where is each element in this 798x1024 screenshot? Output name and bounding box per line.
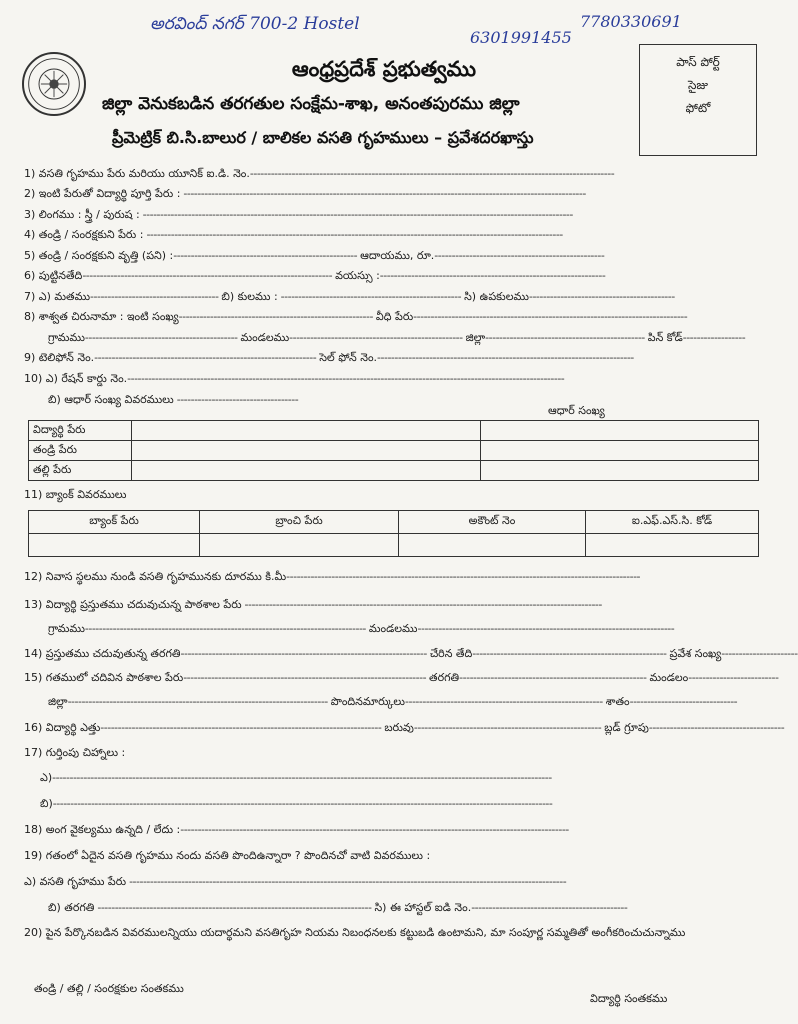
label: 1) వసతి గృహము పేరు మరియు యూనిక్ ఐ.డి. నెం. — [24, 167, 250, 180]
field-current-school[interactable]: 13) విద్యార్థి ప్రస్తుతము చదువుచున్న పాఠశాల పేరు ------------------------------------------------------------------------------------------------------- — [24, 598, 602, 611]
table-row — [29, 461, 759, 481]
label: 5) తండ్రి / సంరక్షకుని వృత్తి (పని) : — [24, 249, 174, 262]
label-mandal: మండలం — [649, 671, 689, 684]
declaration — [24, 925, 758, 941]
table-cell[interactable] — [481, 441, 759, 461]
field-aadhar[interactable]: బి) ఆధార్ సంఖ్య వివరములు ----------------------------------- — [48, 393, 299, 406]
label: గ్రామము — [48, 622, 85, 635]
field-previous-school[interactable]: 15) గతములో చదివిన పాఠశాల పేరు---------------------------------------------------------------------- తరగతి------------------------------------------------------ మండలం-------------------------- — [24, 671, 779, 684]
label: 7) ఎ) మతము — [24, 290, 91, 303]
aadhar-table — [28, 420, 759, 481]
field-hostel-name[interactable]: 1) వసతి గృహము పేరు మరియు యూనిక్ ఐ.డి. నెం.--------------------------------------------------------------------------------------------------------- — [24, 167, 615, 180]
label: బి) — [40, 797, 53, 810]
field-previous-hostel-class[interactable]: బి) తరగతి ------------------------------------------------------------------------------- సి) ఈ హాస్టల్ ఐడి నెం.--------------------------------------------- — [48, 901, 628, 914]
label: గ్రామము — [48, 331, 85, 344]
label-caste: బి) కులము : — [221, 290, 278, 303]
field-disability[interactable]: 18) అంగ వైకల్యము ఉన్నది / లేదు :---------------------------------------------------------------------------------------------------------------- — [24, 823, 569, 836]
label: 16) విద్యార్థి ఎత్తు — [24, 721, 101, 734]
label-street: వీధి పేరు — [375, 310, 414, 323]
header-department: జిల్లా వెనుకబడిన తరగతుల సంక్షేమ-శాఖ, అనంతపురము జిల్లా — [102, 94, 520, 114]
label: 11) బ్యాంక్ వివరములు — [24, 488, 127, 501]
photo-label-2: సైజు — [687, 77, 709, 92]
label: 9) టెలిఫోన్ నెం. — [24, 351, 95, 364]
table-row — [29, 534, 759, 557]
header-branch-name: బ్రాంచి పేరు — [200, 511, 399, 534]
field-religion-caste[interactable]: 7) ఎ) మతము------------------------------------- బి) కులము : ---------------------------------------------------- సి) ఉపకులము------------------------------------------ — [24, 290, 675, 303]
label: జిల్లా — [48, 695, 68, 708]
field-address[interactable]: 8) శాశ్వత చిరునామా : ఇంటి సంఖ్య-------------------------------------------------------- వీధి పేరు------------------------------------------------------------------------------- — [24, 310, 688, 323]
student-signature-label: విద్యార్థి సంతకము — [590, 992, 668, 1005]
header-title: ఆంధ్రప్రదేశ్ ప్రభుత్వము — [291, 57, 477, 81]
parent-signature-label: తండ్రి / తల్లి / సంరక్షకుల సంతకము — [34, 982, 184, 995]
field-identification-b[interactable]: బి)------------------------------------------------------------------------------------------------------------------------------------------------ — [40, 797, 553, 810]
label: 13) విద్యార్థి ప్రస్తుతము చదువుచున్న పాఠశాల పేరు — [24, 598, 242, 611]
header-bank-name: బ్యాంక్ పేరు — [29, 511, 200, 534]
field-previous-hostel — [24, 848, 758, 864]
label: 8) శాశ్వత చిరునామా : ఇంటి సంఖ్య — [24, 310, 179, 323]
label-district: జిల్లా — [465, 331, 486, 344]
field-phone[interactable]: 9) టెలిఫోన్ నెం.---------------------------------------------------------------- సెల్ ఫోన్ నెం.-------------------------------------------------------------------------- — [24, 351, 634, 364]
label-pincode: పిన్ కోడ్ — [647, 331, 683, 344]
field-height[interactable]: 16) విద్యార్థి ఎత్తు--------------------------------------------------------------------------------- బరువు------------------------------------------------------ బ్లడ్ గ్రూపు--------------------------------------- — [24, 721, 785, 734]
field-current-school-2[interactable]: గ్రామము--------------------------------------------------------------------------------- మండలము-------------------------------------------------------------------------- — [48, 622, 675, 635]
label: 6) పుట్టినతేది — [24, 269, 83, 282]
label-cell: సెల్ ఫోన్ నెం. — [319, 351, 378, 364]
label: ఎ) వసతి గృహము పేరు — [24, 875, 127, 888]
label: బి) ఆధార్ సంఖ్య వివరములు — [48, 393, 174, 406]
handwritten-phone-1: 7780330691 — [580, 12, 682, 31]
label: 15) గతములో చదివిన పాఠశాల పేరు — [24, 671, 184, 684]
handwritten-address: అరవింద్ నగర్ 700-2 Hostel — [150, 14, 360, 34]
table-cell[interactable] — [399, 534, 586, 557]
label-percent: శాతం — [605, 695, 630, 708]
table-cell[interactable] — [481, 421, 759, 441]
field-dob[interactable]: 6) పుట్టినతేది------------------------------------------------------------------------ వయస్సు :----------------------------------------------------------------- — [24, 269, 606, 282]
header-account-no: అకౌంట్ నెం — [399, 511, 586, 534]
table-cell[interactable] — [481, 461, 759, 481]
table-cell[interactable] — [132, 421, 481, 441]
field-bank-details — [24, 487, 758, 503]
table-cell[interactable] — [29, 534, 200, 557]
field-address-2[interactable]: గ్రామము-------------------------------------------- మండలము-------------------------------------------------- జిల్లా---------------------------------------------- పిన్ కోడ్------------------ — [48, 331, 746, 344]
label: ఎ) — [40, 771, 53, 784]
label: 14) ప్రస్తుతము చదువుతున్న తరగతి — [24, 647, 181, 660]
label: 17) గుర్తింపు చిహ్నాలు : — [24, 746, 126, 759]
photo-label-3: ఫోటో — [685, 100, 711, 115]
table-cell[interactable] — [132, 461, 481, 481]
label-hostel-id: సి) ఈ హాస్టల్ ఐడి నెం. — [374, 901, 472, 914]
label-blood-group: బ్లడ్ గ్రూపు — [604, 721, 649, 734]
label-admission-no: ప్రవేశ సంఖ్య — [669, 647, 722, 660]
field-father-occupation[interactable]: 5) తండ్రి / సంరక్షకుని వృత్తి (పని) :----------------------------------------------------- ఆదాయము, రూ.------------------------------------------------- — [24, 249, 605, 262]
field-previous-school-2[interactable]: జిల్లా--------------------------------------------------------------------------- పొందినమార్కులు--------------------------------------------------------- శాతం------------------------------- — [48, 695, 738, 708]
field-identification-a[interactable]: ఎ)------------------------------------------------------------------------------------------------------------------------------------------------ — [40, 771, 552, 784]
header-ifsc: ఐ.ఎఫ్.ఎస్.సి. కోడ్ — [586, 511, 759, 534]
bank-table — [28, 510, 759, 557]
label-join-date: చేరిన తేది — [429, 647, 473, 660]
label: 18) అంగ వైకల్యము ఉన్నది / లేదు : — [24, 823, 181, 836]
table-header-row — [29, 511, 759, 534]
row-label: తండ్రి పేరు — [29, 441, 132, 461]
label: 19) గతంలో ఏదైన వసతి గృహము నందు వసతి పొందిఉన్నారా ? పొందినచో వాటి వివరములు : — [24, 849, 431, 862]
row-label: విద్యార్థి పేరు — [29, 421, 132, 441]
handwritten-phone-2: 6301991455 — [470, 28, 572, 47]
label-weight: బరువు — [384, 721, 414, 734]
field-ration-card[interactable]: 10) ఎ) రేషన్ కార్డు నెం.------------------------------------------------------------------------------------------------------------------------------ — [24, 372, 565, 385]
photo-label-1: పాస్ పోర్ట్ — [676, 55, 720, 69]
label: 20) పైన పేర్కొనబడిన వివరములన్నియు యదార్థమని వసతిగృహ నియమ నిబంధనలకు కట్టుబడి ఉంటామని, మా సంపూర్ణ సమ్మతితో అంగీకరించుచున్నాము — [24, 926, 686, 939]
table-row — [29, 421, 759, 441]
form-title: ప్రీమెట్రిక్ బి.సి.బాలుర / బాలికల వసతి గృహములు – ప్రవేశదరఖాస్తు — [112, 128, 534, 147]
field-distance[interactable]: 12) నివాస స్థలము నుండి వసతి గృహమునకు దూరము కి.మీ------------------------------------------------------------------------------------------------------ — [24, 570, 641, 583]
label-class: తరగతి — [429, 671, 460, 684]
aadhar-heading: ఆధార్ సంఖ్య — [548, 404, 605, 417]
field-gender[interactable]: 3) లింగము : స్త్రీ / పురుష : ---------------------------------------------------------------------------------------------------------------------------- — [24, 208, 573, 221]
label: 2) ఇంటి పేరుతో విద్యార్థి పూర్తి పేరు : — [24, 187, 181, 200]
label-mandal: మండలము — [240, 331, 290, 344]
field-father-name[interactable]: 4) తండ్రి / సంరక్షకుని పేరు : ------------------------------------------------------------------------------------------------------------------------ — [24, 228, 563, 241]
table-cell[interactable] — [132, 441, 481, 461]
label-subcaste: సి) ఉపకులము — [464, 290, 529, 303]
field-identification — [24, 745, 758, 761]
label-mandal: మండలము — [368, 622, 418, 635]
field-current-class[interactable]: 14) ప్రస్తుతము చదువుతున్న తరగతి----------------------------------------------------------------------- చేరిన తేది-------------------------------------------------------- ప్రవేశ సంఖ్య---------------------- — [24, 647, 798, 660]
row-label: తల్లి పేరు — [29, 461, 132, 481]
label-marks: పొందినమార్కులు — [330, 695, 405, 708]
label: 4) తండ్రి / సంరక్షకుని పేరు : — [24, 228, 144, 241]
label: 12) నివాస స్థలము నుండి వసతి గృహమునకు దూరము కి.మీ — [24, 570, 287, 583]
label-age: వయస్సు : — [335, 269, 380, 282]
photo-box — [639, 44, 757, 156]
field-previous-hostel-name[interactable]: ఎ) వసతి గృహము పేరు ------------------------------------------------------------------------------------------------------------------------------ — [24, 875, 567, 888]
field-student-name[interactable]: 2) ఇంటి పేరుతో విద్యార్థి పూర్తి పేరు : -------------------------------------------------------------------------------------------------------------------- — [24, 187, 586, 200]
table-row — [29, 441, 759, 461]
label: 3) లింగము : స్త్రీ / పురుష : — [24, 208, 140, 221]
label-income: ఆదాయము, రూ. — [360, 249, 435, 262]
table-cell[interactable] — [200, 534, 399, 557]
label: 10) ఎ) రేషన్ కార్డు నెం. — [24, 372, 128, 385]
table-cell[interactable] — [586, 534, 759, 557]
label: బి) తరగతి — [48, 901, 95, 914]
